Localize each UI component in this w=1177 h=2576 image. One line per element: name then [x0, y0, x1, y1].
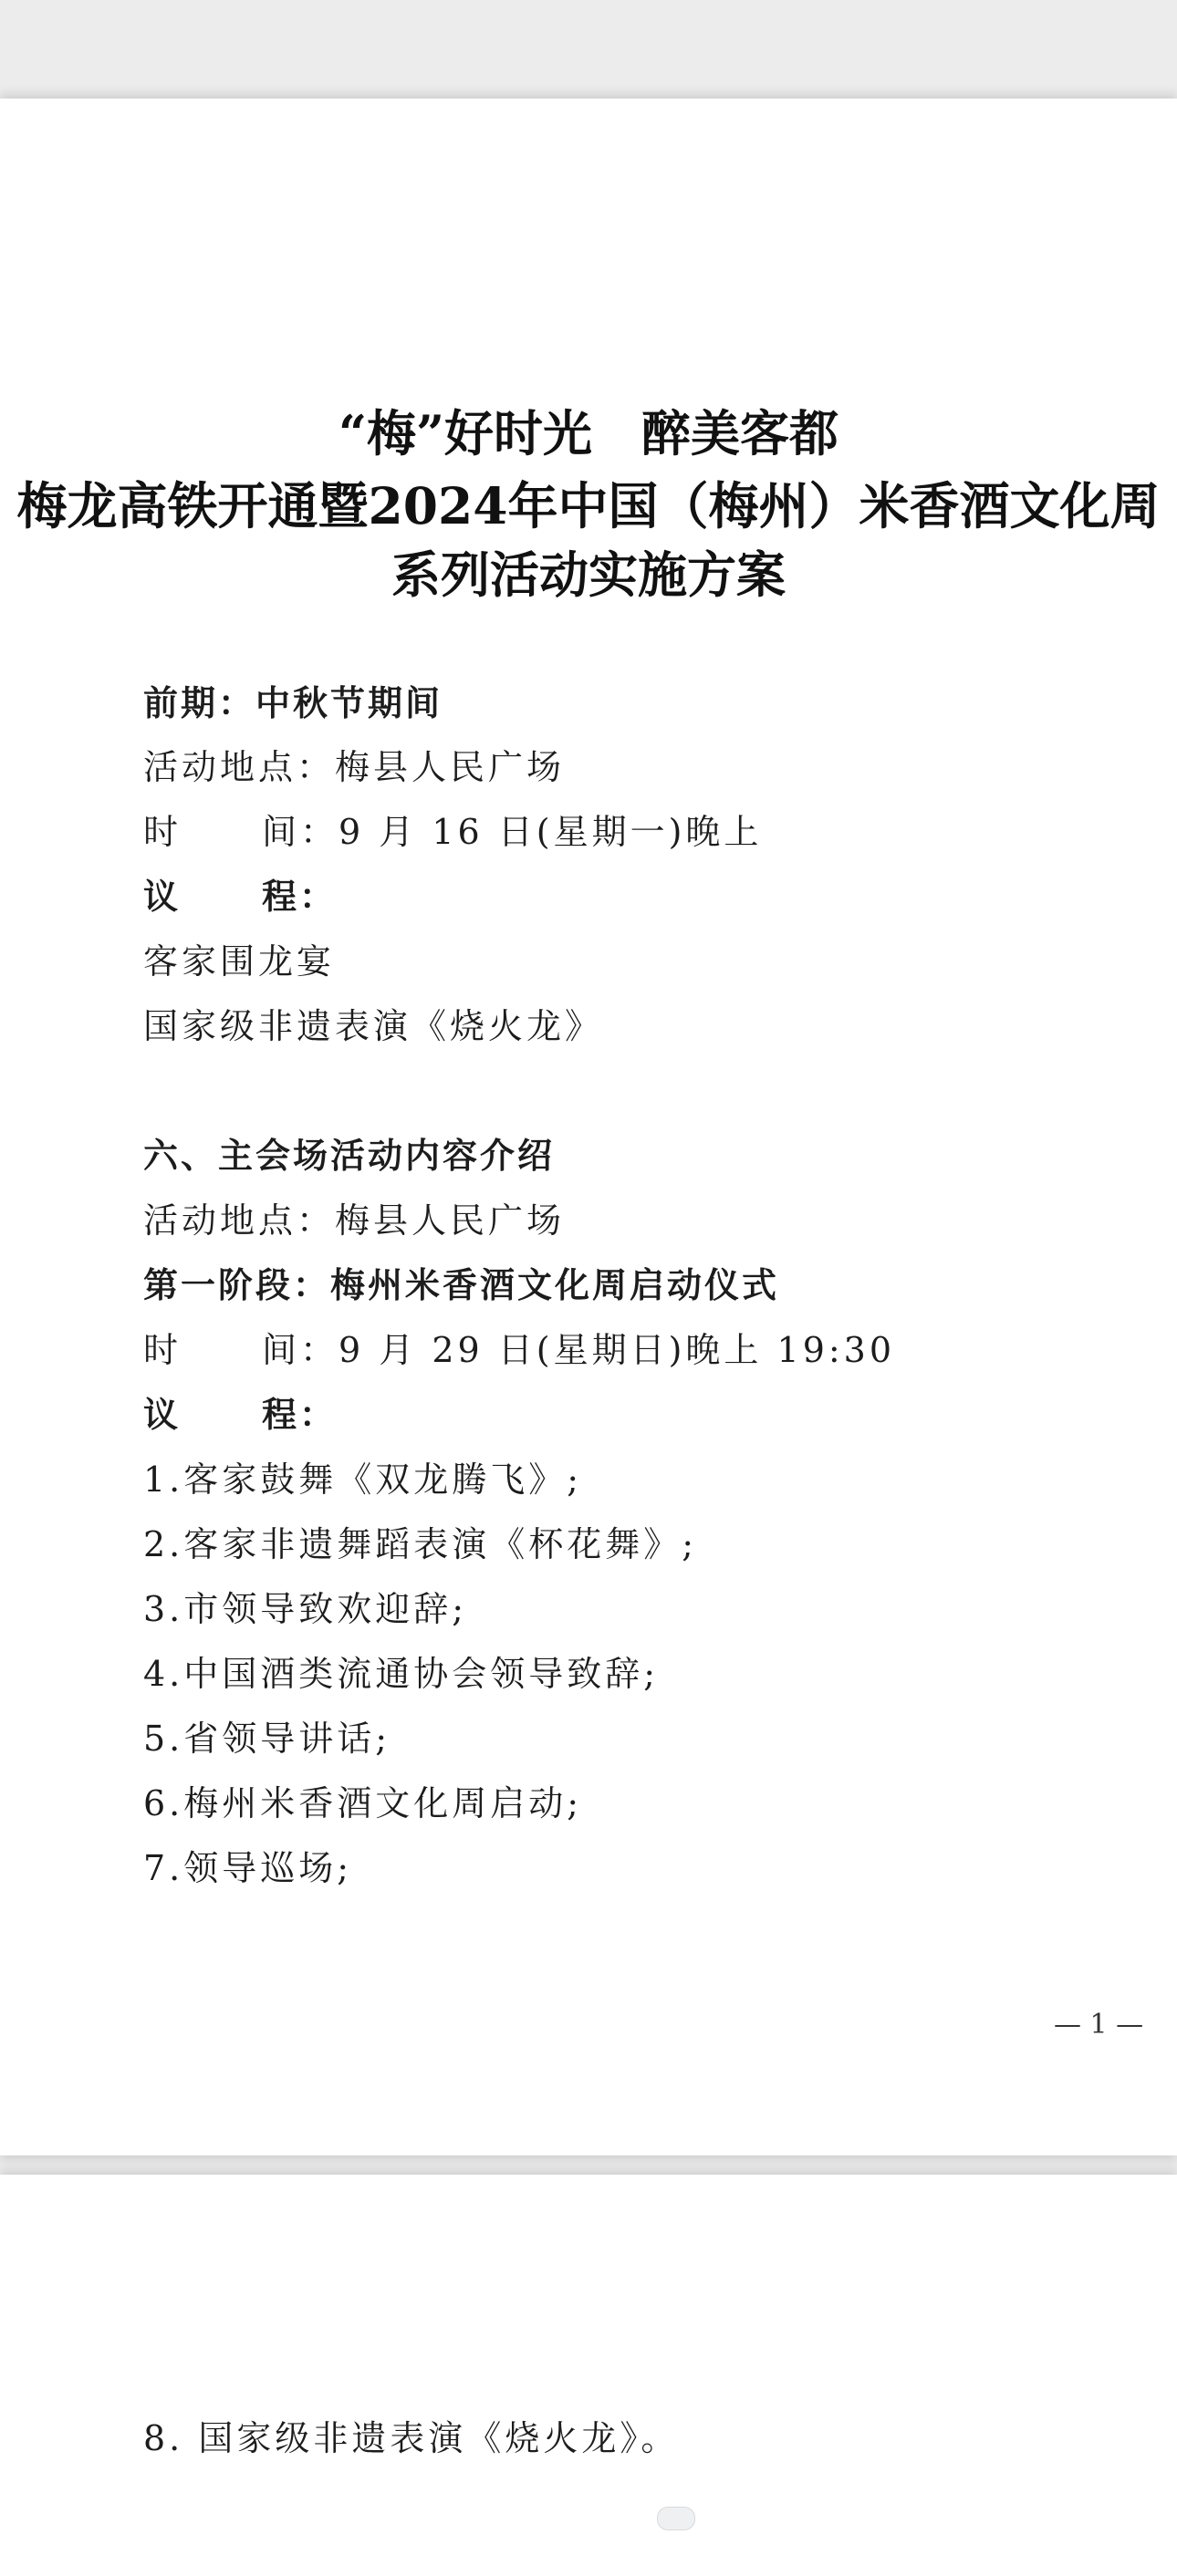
- document-title-line-3: 系列活动实施方案: [391, 545, 786, 604]
- agenda-item: 8. 国家级非遗表演《烧火龙》。: [143, 2418, 680, 2458]
- scroll-indicator[interactable]: [657, 2507, 695, 2530]
- time-value: 9 月 16 日(星期一)晚上: [339, 812, 763, 852]
- agenda-item: 7.领导巡场;: [143, 1848, 353, 1888]
- section-6-heading: 六、主会场活动内容介绍: [143, 1135, 556, 1176]
- document-title-line-2: 梅龙高铁开通暨2024年中国（梅州）米香酒文化周: [16, 476, 1161, 535]
- document-page-1: [0, 99, 1177, 2155]
- agenda-label: 议: [143, 1394, 182, 1435]
- agenda-label-2: 程：: [262, 876, 338, 917]
- agenda-item: 2.客家非遗舞蹈表演《杯花舞》;: [143, 1524, 698, 1564]
- pre-phase-venue: 活动地点：梅县人民广场: [143, 747, 566, 787]
- agenda-item: 3.市领导致欢迎辞;: [143, 1589, 468, 1629]
- agenda-label: 议: [143, 876, 182, 917]
- stage-1-time: [143, 1322, 895, 1372]
- agenda-item: 1.客家鼓舞《双龙腾飞》;: [143, 1459, 583, 1500]
- pre-phase-item: 国家级非遗表演《烧火龙》: [143, 1006, 604, 1046]
- agenda-item: 4.中国酒类流通协会领导致辞;: [143, 1654, 660, 1694]
- document-page-2: [0, 2175, 1177, 2576]
- agenda-item: 5.省领导讲话;: [143, 1719, 391, 1759]
- time-label: 时: [143, 1330, 182, 1370]
- page-number: — 1 —: [1054, 2009, 1144, 2041]
- pre-phase-heading: 前期：中秋节期间: [143, 682, 443, 723]
- time-value: 9 月 29 日(星期日)晚上 19:30: [339, 1330, 896, 1370]
- document-title-line-1: “梅”好时光 醉美客都: [338, 404, 839, 462]
- pre-phase-time: [143, 804, 762, 854]
- pre-phase-item: 客家围龙宴: [143, 941, 336, 982]
- time-label-2: 间：: [262, 812, 339, 852]
- agenda-label-2: 程：: [262, 1394, 338, 1435]
- stage-1-heading: 第一阶段：梅州米香酒文化周启动仪式: [143, 1264, 780, 1305]
- pre-phase-agenda-label: [143, 868, 337, 919]
- time-label-2: 间：: [262, 1330, 339, 1370]
- section-6-venue: 活动地点：梅县人民广场: [143, 1200, 566, 1241]
- agenda-item: 6.梅州米香酒文化周启动;: [143, 1783, 583, 1823]
- time-label: 时: [143, 812, 182, 852]
- stage-1-agenda-label: [143, 1387, 337, 1437]
